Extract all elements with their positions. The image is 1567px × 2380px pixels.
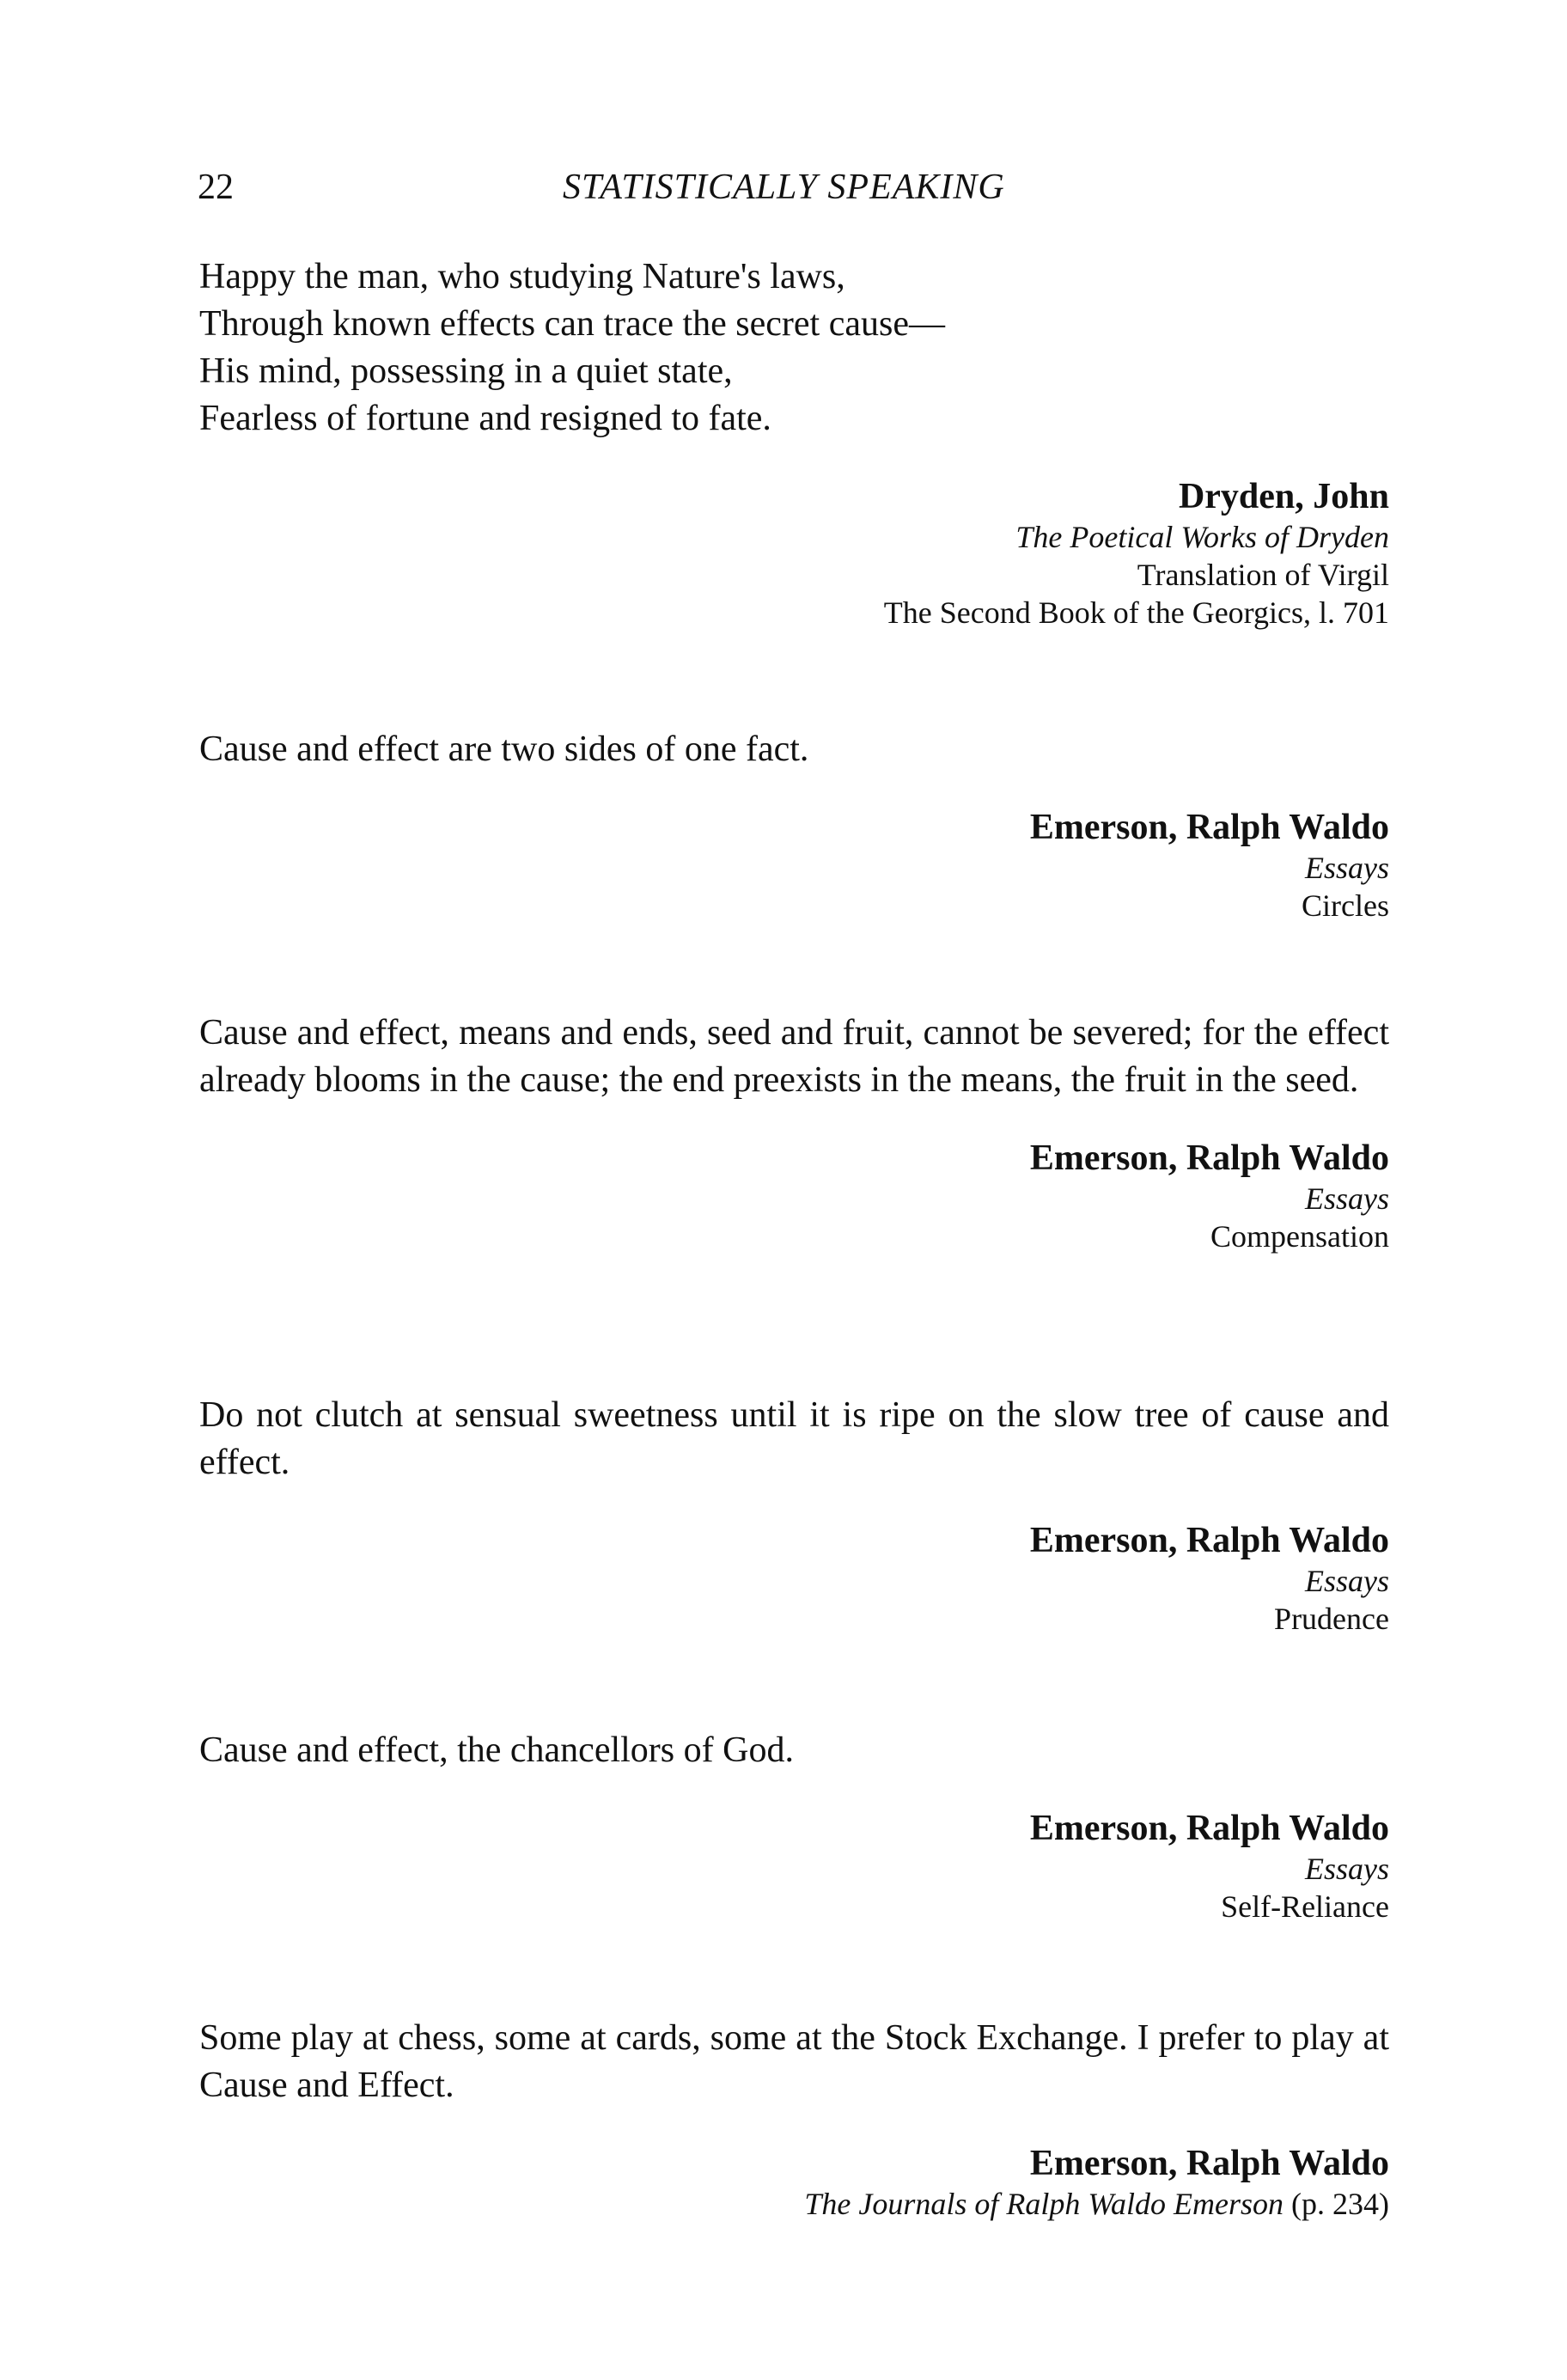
verse-line: His mind, possessing in a quiet state,	[199, 351, 733, 391]
work-section: Self-Reliance	[1221, 1889, 1389, 1924]
attribution	[199, 1137, 1389, 1255]
attribution	[199, 475, 1389, 632]
page-citation: (p. 234)	[1291, 2187, 1389, 2221]
work-title: The Poetical Works of Dryden	[1015, 520, 1389, 554]
quote-text: Do not clutch at sensual sweetness until it is ripe on the slow tree of cause and effect.	[199, 1395, 1389, 1482]
work-section: Circles	[1302, 888, 1389, 923]
work-section: Compensation	[1210, 1219, 1389, 1254]
work-title: Essays	[1305, 851, 1389, 885]
work-title: The Journals of Ralph Waldo Emerson	[804, 2187, 1284, 2221]
author-name: Emerson, Ralph Waldo	[1029, 2144, 1389, 2183]
verse-line: Through known effects can trace the secret cause—	[199, 304, 945, 344]
work-title: Essays	[1305, 1852, 1389, 1886]
verse-line: Fearless of fortune and resigned to fate.	[199, 399, 771, 438]
quote-entry-journals	[199, 2015, 1389, 2223]
attribution	[199, 806, 1389, 925]
quote-entry-self-reliance	[199, 1727, 1389, 1925]
running-head	[198, 162, 1387, 213]
author-name: Emerson, Ralph Waldo	[1029, 1809, 1389, 1848]
quote-entry-circles	[199, 726, 1389, 925]
author-name: Dryden, John	[1178, 477, 1389, 516]
quote-text: Some play at chess, some at cards, some at the Stock Exchange. I prefer to play at Cause and Effect.	[199, 2018, 1389, 2105]
author-name: Emerson, Ralph Waldo	[1029, 808, 1389, 847]
work-section: The Second Book of the Georgics, l. 701	[883, 595, 1389, 630]
verse-line: Happy the man, who studying Nature's laws,	[199, 257, 845, 296]
work-title: Essays	[1305, 1181, 1389, 1216]
author-name: Emerson, Ralph Waldo	[1029, 1521, 1389, 1560]
work-title: Essays	[1305, 1564, 1389, 1598]
work-section: Prudence	[1274, 1602, 1389, 1636]
author-name: Emerson, Ralph Waldo	[1029, 1138, 1389, 1178]
quote-entry-compensation	[199, 1010, 1389, 1255]
quote-entry-prudence	[199, 1392, 1389, 1638]
running-title: STATISTICALLY SPEAKING	[563, 168, 1005, 207]
quote-text: Cause and effect, means and ends, seed and fruit, cannot be severed; for the effect already blooms in the cause; the end preexists in the means, the fruit in the seed.	[199, 1013, 1389, 1100]
quote-text: Cause and effect are two sides of one fact.	[199, 729, 809, 769]
work-section: Translation of Virgil	[1137, 558, 1389, 592]
citation-line	[804, 2187, 1389, 2221]
verse-quote	[199, 253, 1389, 442]
quote-text: Cause and effect, the chancellors of God.	[199, 1730, 794, 1770]
attribution	[199, 1807, 1389, 1925]
attribution	[199, 2142, 1389, 2223]
quote-entry-dryden	[199, 253, 1389, 632]
page-number: 22	[198, 168, 234, 207]
attribution	[199, 1519, 1389, 1638]
